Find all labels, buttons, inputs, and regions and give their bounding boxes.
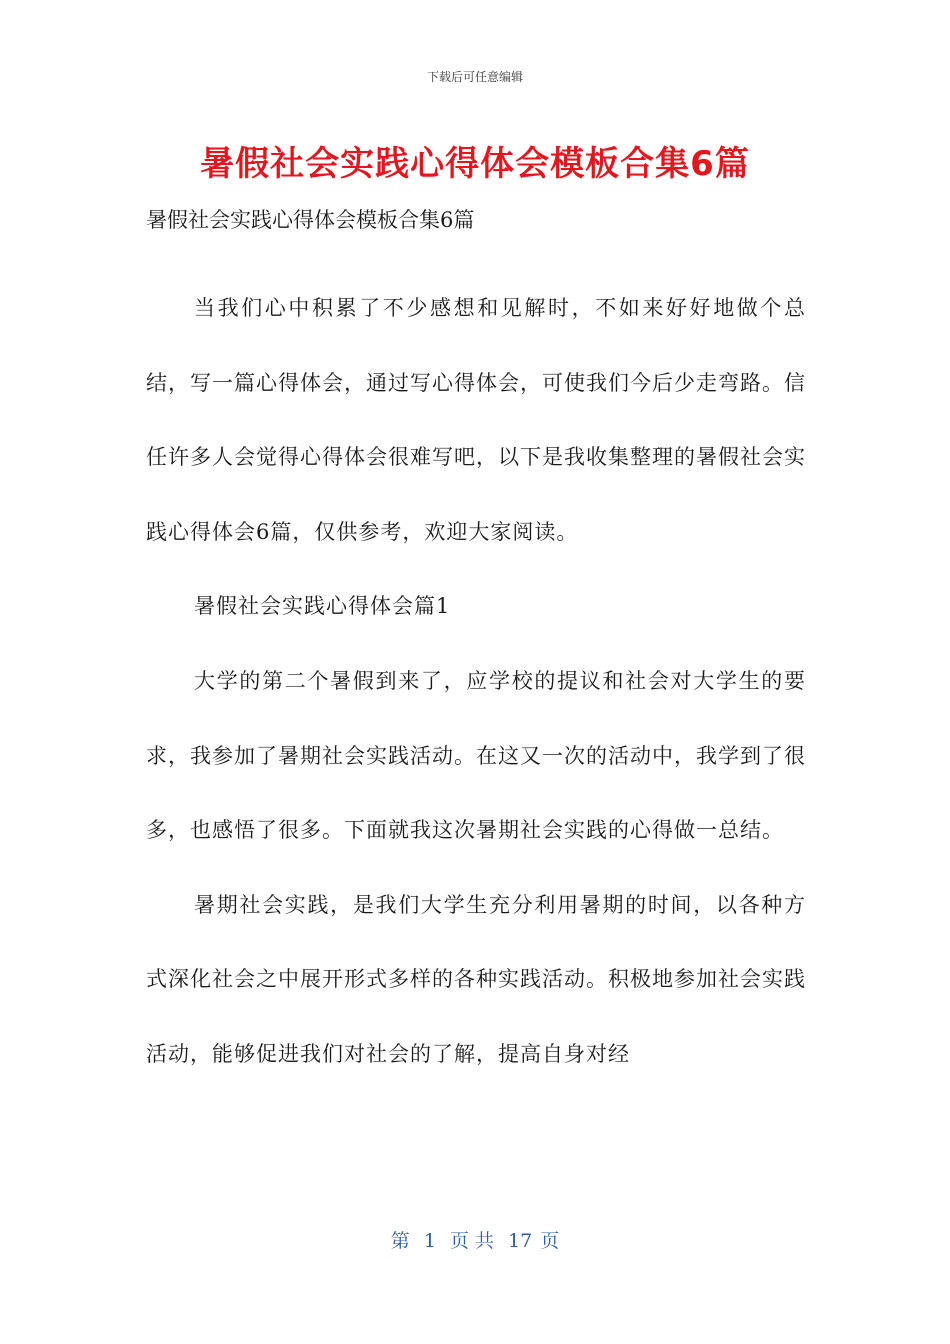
footer-suffix: 页: [540, 1230, 560, 1252]
page-number: 1: [423, 1230, 436, 1252]
footer-middle: 页 共: [449, 1230, 494, 1252]
paragraph-body: 大学的第二个暑假到来了，应学校的提议和社会对大学生的要求，我参加了暑期社会实践活动。在这又一次的活动中，我学到了很多，也感悟了很多。下面就我这次暑期社会实践的心得做一总结。: [146, 668, 806, 843]
footer-prefix: 第: [390, 1230, 410, 1252]
total-pages: 17: [508, 1230, 533, 1252]
section-heading: 暑假社会实践心得体会篇1: [194, 594, 451, 619]
paragraph-intro: 当我们心中积累了不少感想和见解时，不如来好好地做个总结，写一篇心得体会，通过写心得体会，可使我们今后少走弯路。信任许多人会觉得心得体会很难写吧，以下是我收集整理的暑假社会实践心得体会6篇，仅供参考，欢迎大家阅读。: [146, 296, 806, 544]
header-note: 下载后可任意编辑: [426, 70, 523, 84]
document-body: [146, 271, 806, 1092]
document-title: 暑假社会实践心得体会模板合集6篇: [200, 144, 750, 184]
paragraph-body: 暑期社会实践，是我们大学生充分利用暑期的时间，以各种方式深化社会之中展开形式多样的各种实践活动。积极地参加社会实践活动，能够促进我们对社会的了解，提高自身对经: [146, 892, 806, 1066]
document-subtitle: 暑假社会实践心得体会模板合集6篇: [146, 208, 475, 232]
page-footer: [0, 1226, 950, 1253]
